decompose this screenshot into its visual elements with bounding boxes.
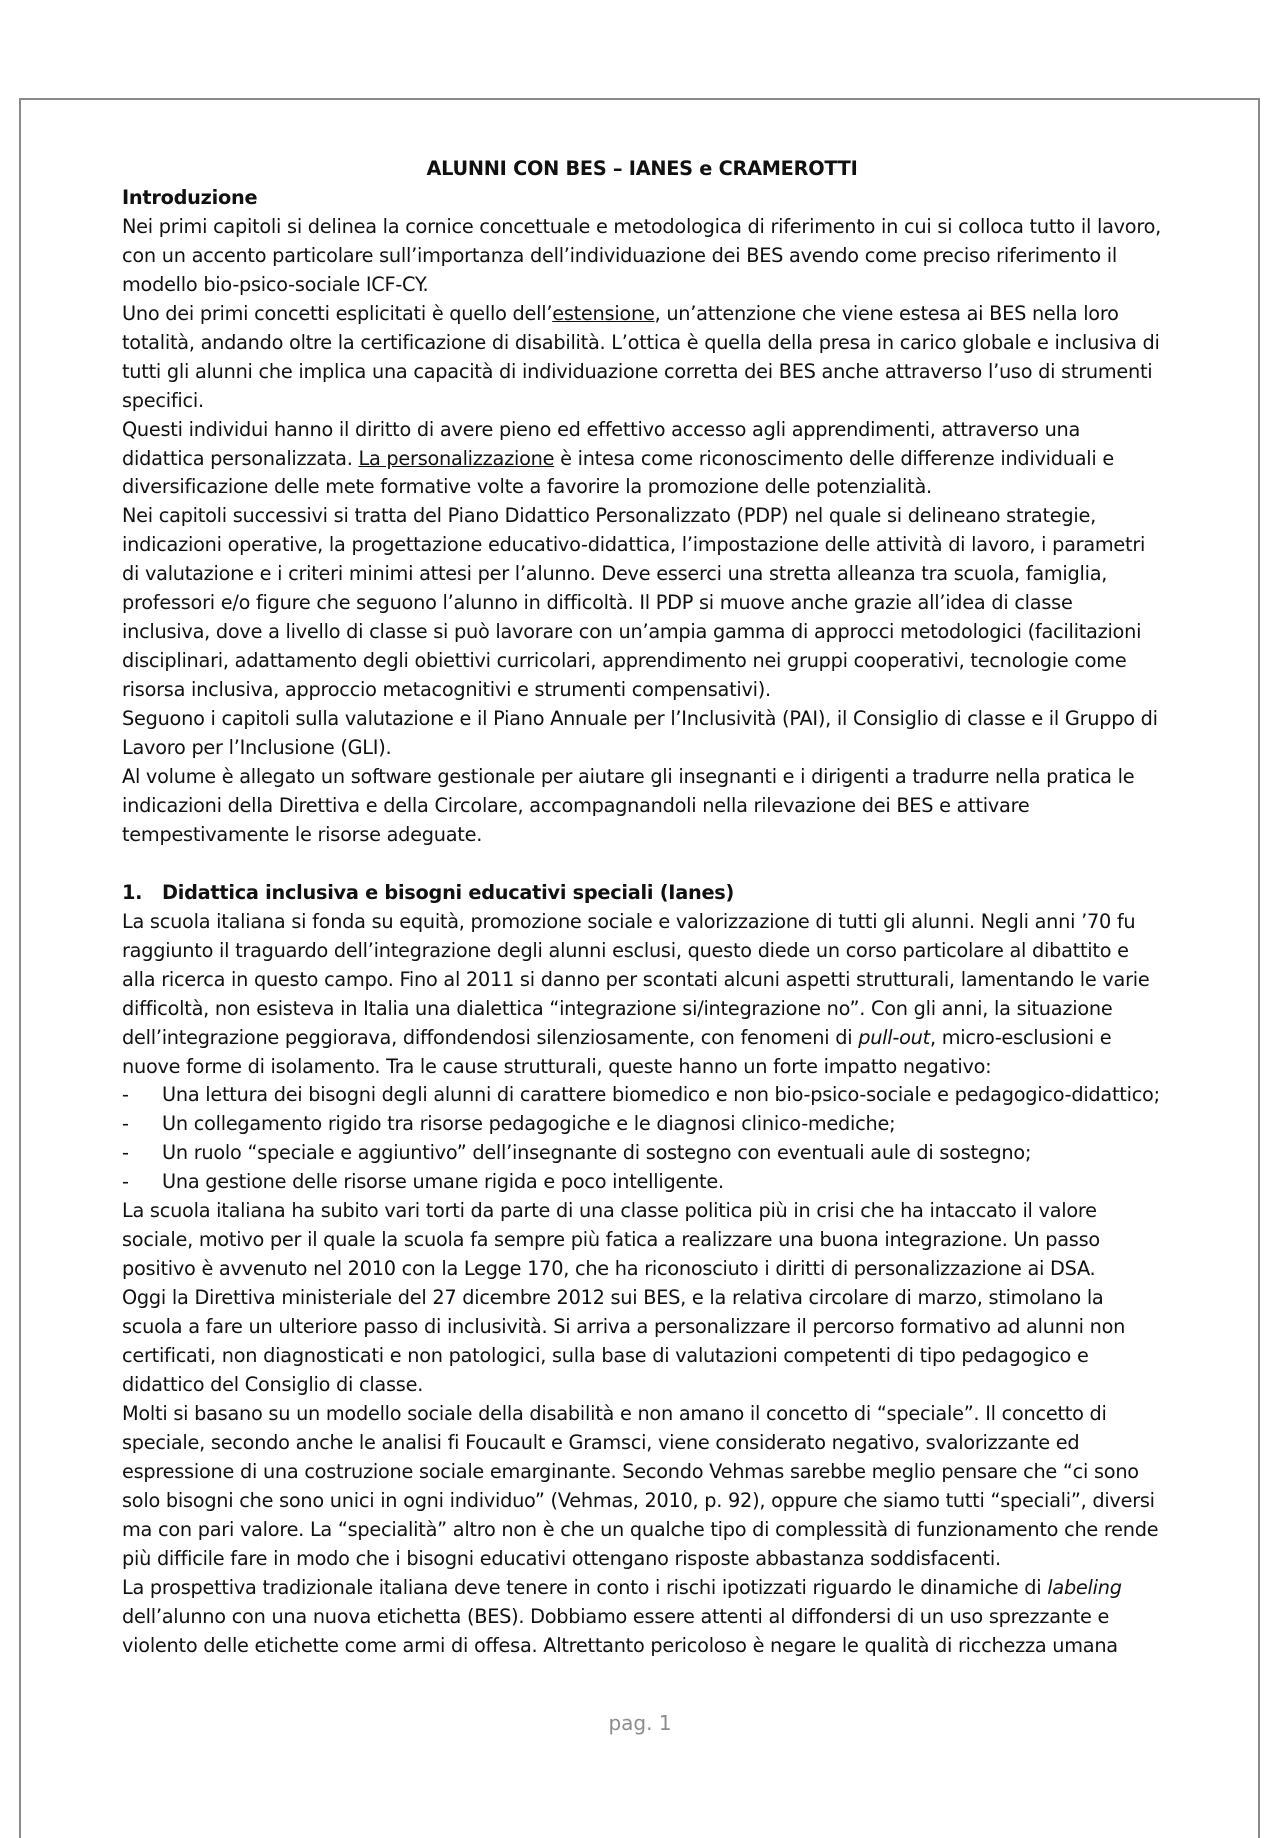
- text-run: , un’attenzione che viene estesa ai BES nella loro totalità, andando oltre la certificazione di disabilità. L’ottica è quella della presa in carico globale e inclusiva di tutti gli alunni che implica una capacità di individuazione corretta dei BES anche attraverso l’uso di strumenti specifici.: [122, 301, 1160, 412]
- text-run: dell’alunno con una nuova etichetta (BES). Dobbiamo essere attenti al diffondersi di un uso sprezzante e violento delle etichette come armi di offesa. Altrettanto pericoloso è negare le qualità di ricchezza umana: [122, 1604, 1118, 1657]
- text-run: La scuola italiana si fonda su equità, promozione sociale e valorizzazione di tutti gli alunni. Negli anni ’70 fu raggiunto il traguardo dell’integrazione degli alunni esclusi, questo diede un corso particolare al dibattito e alla ricerca in questo campo. Fino al 2011 si danno per scontati alcuni aspetti strutturali, lamentando le varie difficoltà, non esisteva in Italia una dialettica “integrazione si/integrazione no”. Con gli anni, la situazione dell’integrazione peggiorava, diffondendosi silenziosamente, con fenomeni di: [122, 909, 1150, 1049]
- intro-paragraph: [122, 300, 1162, 416]
- list-item-text: Una gestione delle risorse umane rigida e poco intelligente.: [162, 1170, 724, 1194]
- italic-term: pull-out: [858, 1025, 930, 1049]
- list-item: [122, 1081, 1162, 1110]
- document-title: ALUNNI CON BES – IANES e CRAMEROTTI: [426, 157, 858, 180]
- list-item: [122, 1110, 1162, 1139]
- list-item-text: Un ruolo “speciale e aggiuntivo” dell’insegnante di sostegno con eventuali aule di sostegno;: [162, 1141, 1032, 1165]
- section-paragraph: Oggi la Direttiva ministeriale del 27 dicembre 2012 sui BES, e la relativa circolare di marzo, stimolano la scuola a fare un ulteriore passo di inclusività. Si arriva a personalizzare il percorso formativo ad alunni non certificati, non diagnosticati e non patologici, sulla base di valutazioni competenti di tipo pedagogico e didattico del Consiglio di classe.: [122, 1286, 1126, 1397]
- list-marker: -: [122, 1112, 129, 1136]
- intro-paragraph: Nei primi capitoli si delinea la cornice concettuale e metodologica di riferimento in cui si colloca tutto il lavoro, con un accento particolare sull’importanza dell’individuazione dei BES avendo come preciso riferimento il modello bio-psico-sociale ICF-CY.: [122, 214, 1162, 296]
- section-title: Didattica inclusiva e bisogni educativi speciali (Ianes): [162, 880, 735, 904]
- list-item-text: Una lettura dei bisogni degli alunni di carattere biomedico e non bio-psico-sociale e pedagogico-didattico;: [162, 1083, 1160, 1107]
- text-run: La prospettiva tradizionale italiana deve tenere in conto i rischi ipotizzati riguardo le dinamiche di: [122, 1575, 1048, 1599]
- page-number: pag. 1: [608, 1711, 672, 1735]
- document-body: [122, 155, 1162, 1661]
- intro-paragraph: Seguono i capitoli sulla valutazione e il Piano Annuale per l’Inclusività (PAI), il Consiglio di classe e il Gruppo di Lavoro per l’Inclusione (GLI).: [122, 707, 1158, 760]
- underlined-term: La personalizzazione: [358, 446, 555, 470]
- list-item: [122, 1139, 1162, 1168]
- italic-term: labeling: [1047, 1575, 1122, 1599]
- intro-heading: Introduzione: [122, 185, 258, 209]
- list-marker: -: [122, 1083, 129, 1107]
- section-paragraph: [122, 1574, 1162, 1661]
- intro-paragraph: [122, 416, 1162, 503]
- list-marker: -: [122, 1170, 129, 1194]
- section-paragraph: Molti si basano su un modello sociale della disabilità e non amano il concetto di “speciale”. Il concetto di speciale, secondo anche le analisi fi Foucault e Gramsci, viene considerato negativo, svalorizzante ed espressione di una costruzione sociale emarginante. Secondo Vehmas sarebbe meglio pensare che “ci sono solo bisogni che sono unici in ogni individuo” (Vehmas, 2010, p. 92), oppure che siamo tutti “speciali”, diversi ma con pari valore. La “specialità” altro non è che un qualche tipo di complessità di funzionamento che rende più difficile fare in modo che i bisogni educativi ottengano risposte abbastanza soddisfacenti.: [122, 1401, 1159, 1570]
- text-run: è intesa come riconoscimento delle differenze individuali e diversificazione delle mete formative volte a favorire la promozione delle potenzialità.: [122, 446, 1115, 499]
- underlined-term: estensione: [552, 301, 655, 325]
- list-item-text: Un collegamento rigido tra risorse pedagogiche e le diagnosi clinico-mediche;: [162, 1112, 896, 1136]
- text-run: , micro-esclusioni e nuove forme di isolamento. Tra le cause strutturali, queste hanno un forte impatto negativo:: [122, 1025, 1112, 1078]
- section-heading: [122, 879, 1162, 908]
- text-run: Questi individui hanno il diritto di avere pieno ed effettivo accesso agli apprendimenti, attraverso una didattica personalizzata.: [122, 417, 1081, 470]
- text-run: Uno dei primi concetti esplicitati è quello dell’: [122, 301, 553, 325]
- section-paragraph: [122, 908, 1162, 1082]
- intro-paragraph: Al volume è allegato un software gestionale per aiutare gli insegnanti e i dirigenti a tradurre nella pratica le indicazioni della Direttiva e della Circolare, accompagnandoli nella rilevazione dei BES e attivare tempestivamente le risorse adeguate.: [122, 765, 1135, 846]
- blank-line: [122, 850, 1162, 879]
- list-marker: -: [122, 1141, 129, 1165]
- list-item: [122, 1168, 1162, 1197]
- cause-list: [122, 1081, 1162, 1197]
- section-number: 1.: [122, 880, 143, 904]
- intro-paragraph: Nei capitoli successivi si tratta del Piano Didattico Personalizzato (PDP) nel quale si delineano strategie, indicazioni operative, la progettazione educativo-didattica, l’impostazione delle attività di lavoro, i parametri di valutazione e i criteri minimi attesi per l’alunno. Deve esserci una stretta alleanza tra scuola, famiglia, professori e/o figure che seguono l’alunno in difficoltà. Il PDP si muove anche grazie all’idea di classe inclusiva, dove a livello di classe si può lavorare con un’ampia gamma di approcci metodologici (facilitazioni disciplinari, adattamento degli obiettivi curricolari, apprendimento nei gruppi cooperativi, tecnologie come risorsa inclusiva, approccio metacognitivi e strumenti compensativi).: [122, 504, 1146, 702]
- section-paragraph: La scuola italiana ha subito vari torti da parte di una classe politica più in crisi che ha intaccato il valore sociale, motivo per il quale la scuola fa sempre più fatica a realizzare una buona integrazione. Un passo positivo è avvenuto nel 2010 con la Legge 170, che ha riconosciuto i diritti di personalizzazione ai DSA.: [122, 1199, 1100, 1281]
